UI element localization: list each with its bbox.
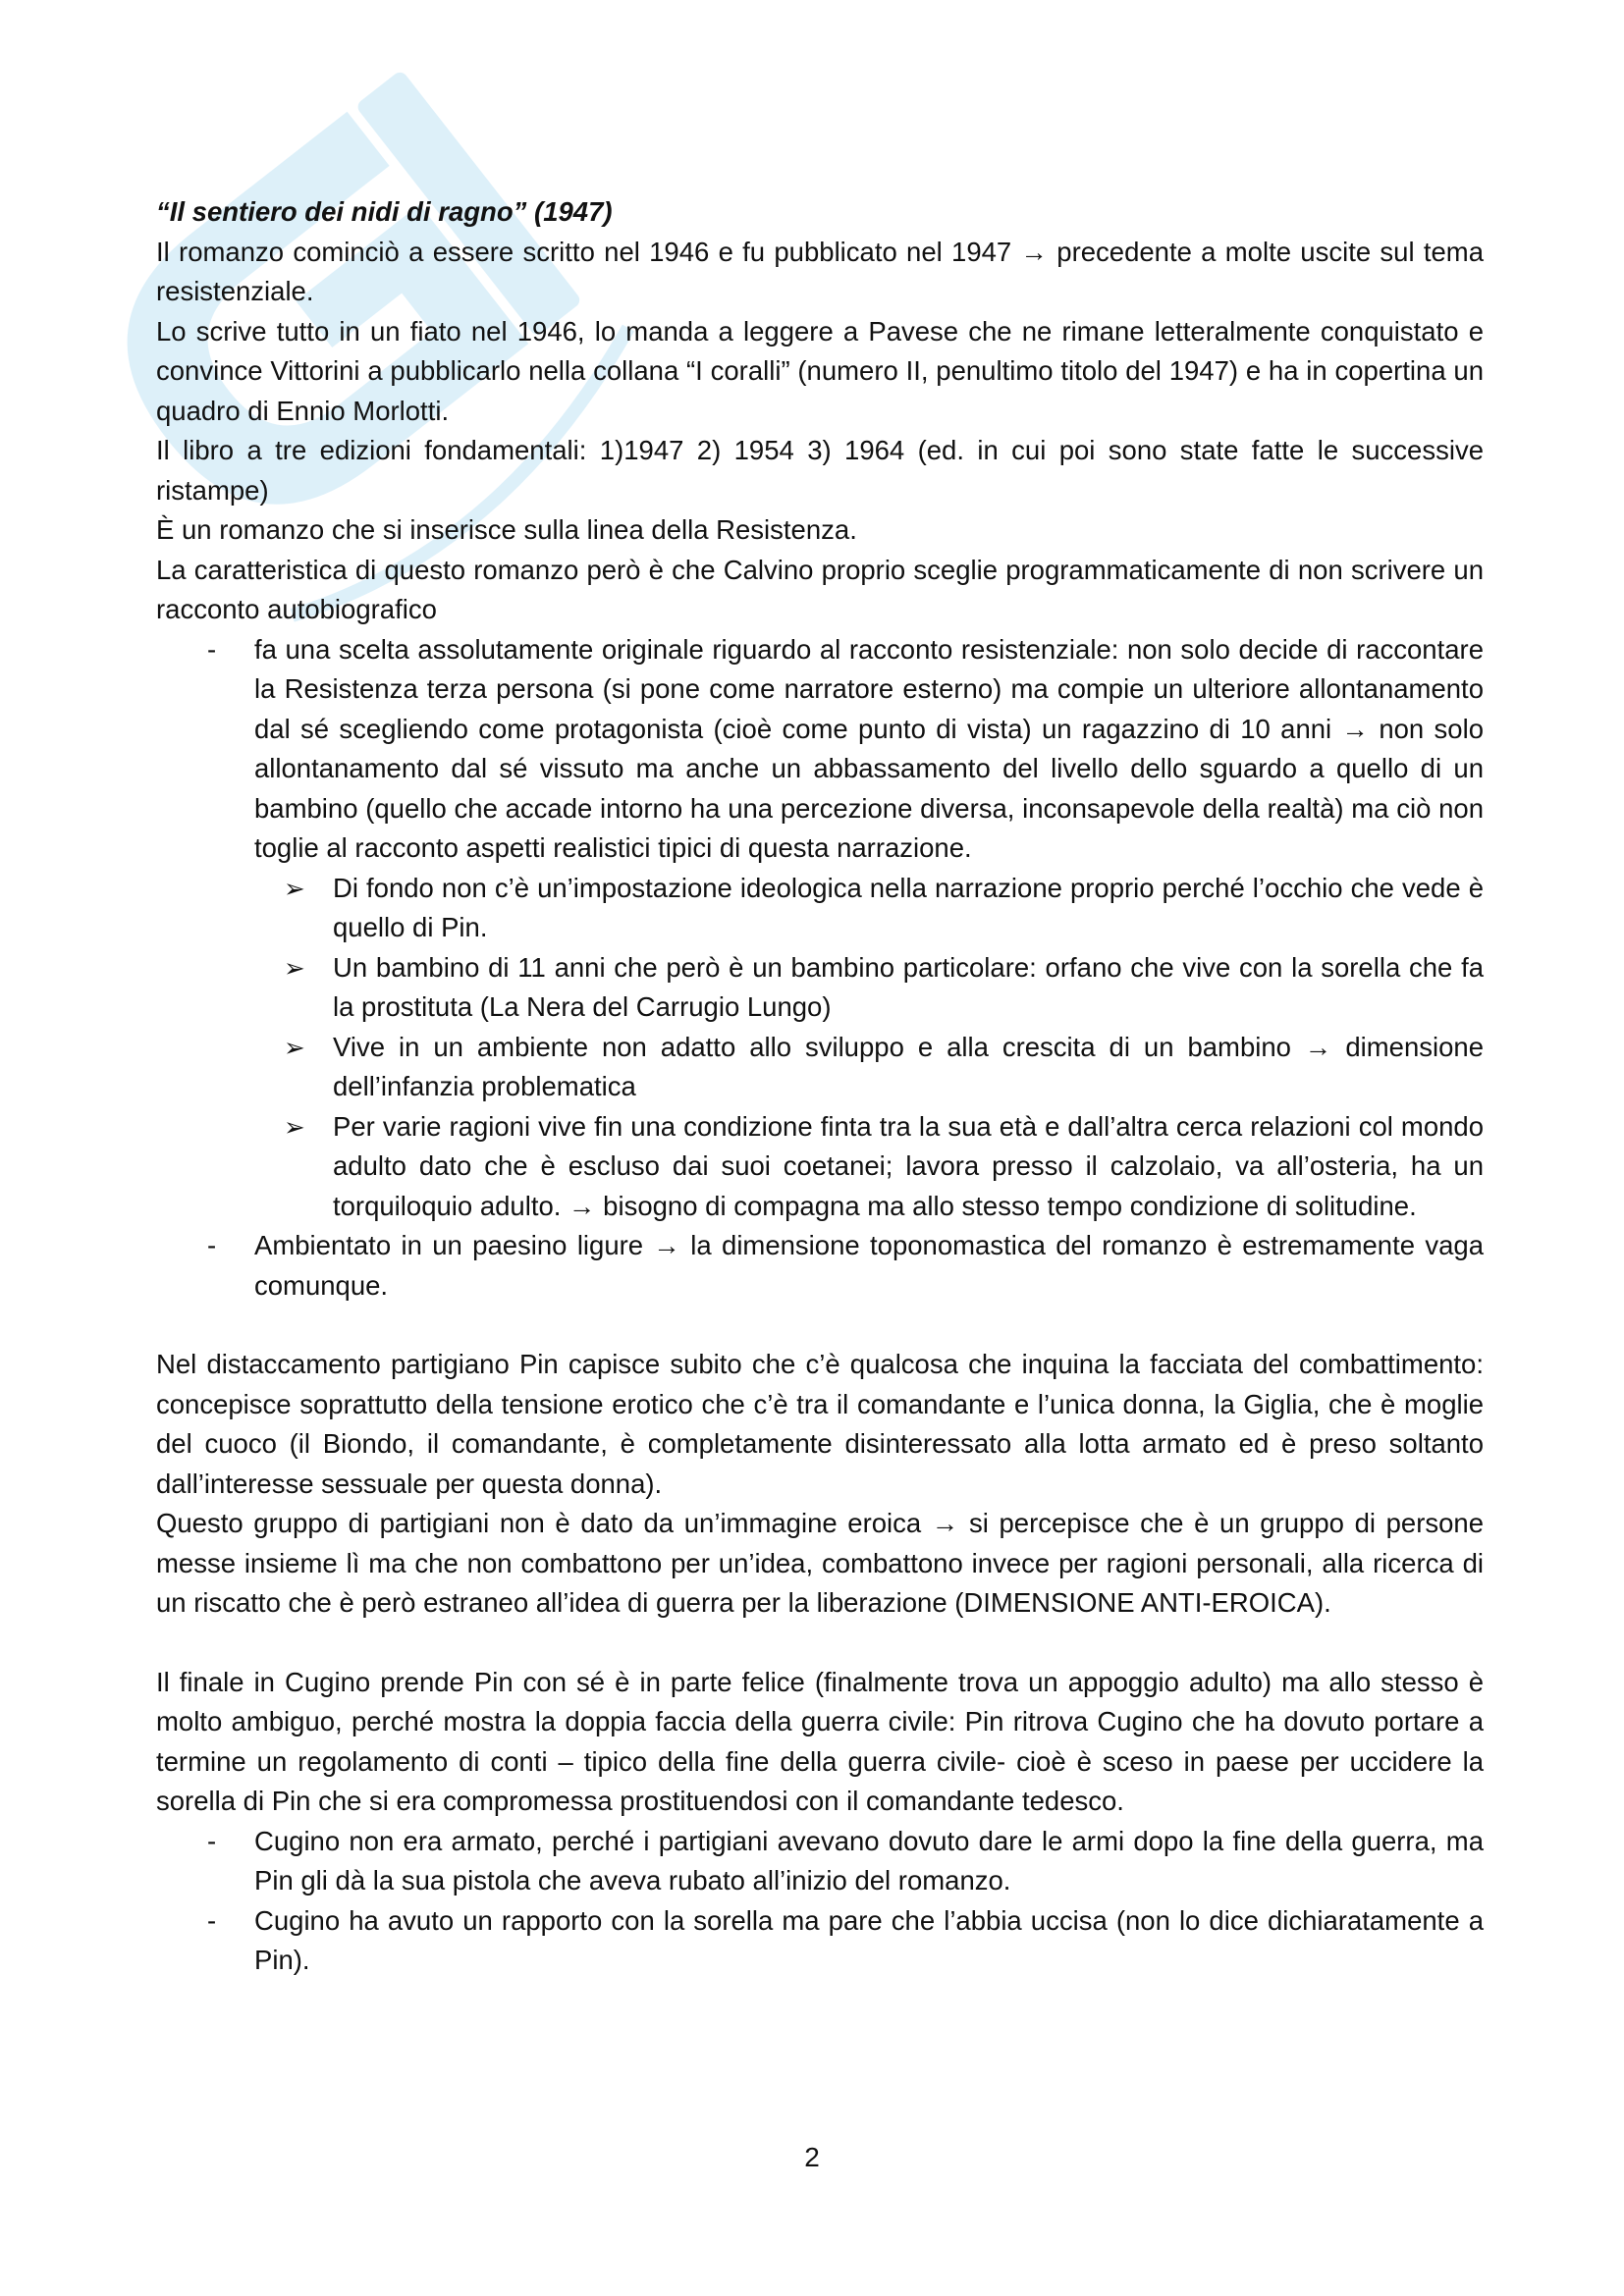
dash-bullet: - — [207, 633, 217, 665]
page-number: 2 — [804, 2142, 820, 2172]
dash-bullet: - — [207, 1825, 217, 1856]
arrow-bullet-icon: ➢ — [284, 952, 305, 983]
document-title: “Il sentiero dei nidi di ragno” (1947) — [156, 196, 613, 227]
arrow-bullet-icon: ➢ — [284, 873, 305, 903]
sub-list-item — [156, 869, 1484, 948]
paragraph: Il libro a tre edizioni fondamentali: 1)1947 2) 1954 3) 1964 (ed. in cui poi sono state fatte le successive ristampe) — [156, 435, 1484, 506]
list-item-text: Ambientato in un paesino ligure → la dimensione toponomastica del romanzo è estremamente vaga comunque. — [254, 1230, 1484, 1301]
paragraph: È un romanzo che si inserisce sulla linea della Resistenza. — [156, 514, 857, 545]
arrow-bullet-icon: ➢ — [284, 1111, 305, 1142]
sub-list-item — [156, 1028, 1484, 1107]
paragraph: Il finale in Cugino prende Pin con sé è in parte felice (finalmente trova un appoggio adulto) ma allo stesso è molto ambiguo, perché mostra la doppia faccia della guerra civile: Pin ritrova Cugino che ha dovuto portare a termine un regolamento di conti – tipico della fine della guerra civile- cioè è sceso in paese per uccidere la sorella di Pin che si era compromessa prostituendosi con il comandante tedesco. — [156, 1666, 1484, 1816]
paragraph: Il romanzo cominciò a essere scritto nel 1946 e fu pubblicato nel 1947 → precedente a molte uscite sul tema resistenziale. — [156, 236, 1484, 306]
dash-bullet: - — [207, 1230, 217, 1260]
list-item — [156, 630, 1484, 1227]
list-item — [156, 1226, 1484, 1306]
paragraph: Nel distaccamento partigiano Pin capisce subito che c’è qualcosa che inquina la facciata del combattimento: concepisce soprattutto della tensione erotico che c’è tra il comandante e l’unica donna, la Giglia, che è moglie del cuoco (il Biondo, il comandante, è completamente disinteressato alla lotta armato ed è preso soltanto dall’interesse sessuale per questa donna). — [156, 1349, 1484, 1499]
list-item-text: Cugino ha avuto un rapporto con la sorella ma pare che l’abbia uccisa (non lo dice dichiaratamente a Pin). — [254, 1904, 1484, 1975]
dash-list — [156, 630, 1484, 1307]
sub-list-item-text: Vive in un ambiente non adatto allo sviluppo e alla crescita di un bambino → dimensione dell’infanzia problematica — [333, 1031, 1484, 1101]
sub-list-item — [156, 948, 1484, 1028]
paragraph: Questo gruppo di partigiani non è dato da un’immagine eroica → si percepisce che è un gruppo di persone messe insieme lì ma che non combattono per un’idea, combattono invece per ragioni personali, alla ricerca di un riscatto che è però estraneo all’idea di guerra per la liberazione (DIMENSIONE ANTI-EROICA). — [156, 1508, 1484, 1618]
list-item — [156, 1822, 1484, 1901]
arrow-bullet-icon: ➢ — [284, 1032, 305, 1062]
sub-list-item-text: Di fondo non c’è un’impostazione ideologica nella narrazione proprio perché l’occhio che vede è quello di Pin. — [333, 872, 1484, 942]
sub-list-item — [156, 1107, 1484, 1227]
sub-list-item-text: Per varie ragioni vive fin una condizione finta tra la sua età e dall’altra cerca relazioni col mondo adulto dato che è escluso dai suoi coetanei; lavora presso il calzolaio, va all’osteria, ha un torquiloquio adulto. → bisogno di compagna ma allo stesso tempo condizione di solitudine. — [333, 1110, 1484, 1221]
list-item-text: Cugino non era armato, perché i partigiani avevano dovuto dare le armi dopo la fine della guerra, ma Pin gli dà la sua pistola che aveva rubato all’inizio del romanzo. — [254, 1825, 1484, 1896]
list-item — [156, 1901, 1484, 1981]
list-item-text: fa una scelta assolutamente originale riguardo al racconto resistenziale: non solo decide di raccontare la Resistenza terza persona (si pone come narratore esterno) ma compie un ulteriore allontanamento dal sé scegliendo come protagonista (cioè come punto di vista) un ragazzino di 10 anni → non solo allontanamento dal sé vissuto ma anche un abbassamento del livello dello sguardo a quello di un bambino (quello che accade intorno ha una percezione diversa, inconsapevole della realtà) ma ciò non toglie al racconto aspetti realistici tipici di questa narrazione. — [254, 633, 1484, 863]
paragraph: Lo scrive tutto in un fiato nel 1946, lo manda a leggere a Pavese che ne rimane letteralmente conquistato e convince Vittorini a pubblicarlo nella collana “I coralli” (numero II, penultimo titolo del 1947) e ha in copertina un quadro di Ennio Morlotti. — [156, 315, 1484, 426]
paragraph: La caratteristica di questo romanzo però è che Calvino proprio sceglie programmaticamente di non scrivere un racconto autobiografico — [156, 554, 1484, 624]
dash-bullet: - — [207, 1904, 217, 1936]
arrow-sublist — [156, 869, 1484, 1227]
dash-list — [156, 1822, 1484, 1981]
sub-list-item-text: Un bambino di 11 anni che però è un bambino particolare: orfano che vive con la sorella che fa la prostituta (La Nera del Carrugio Lungo) — [333, 951, 1484, 1022]
document-body — [156, 192, 1484, 1981]
